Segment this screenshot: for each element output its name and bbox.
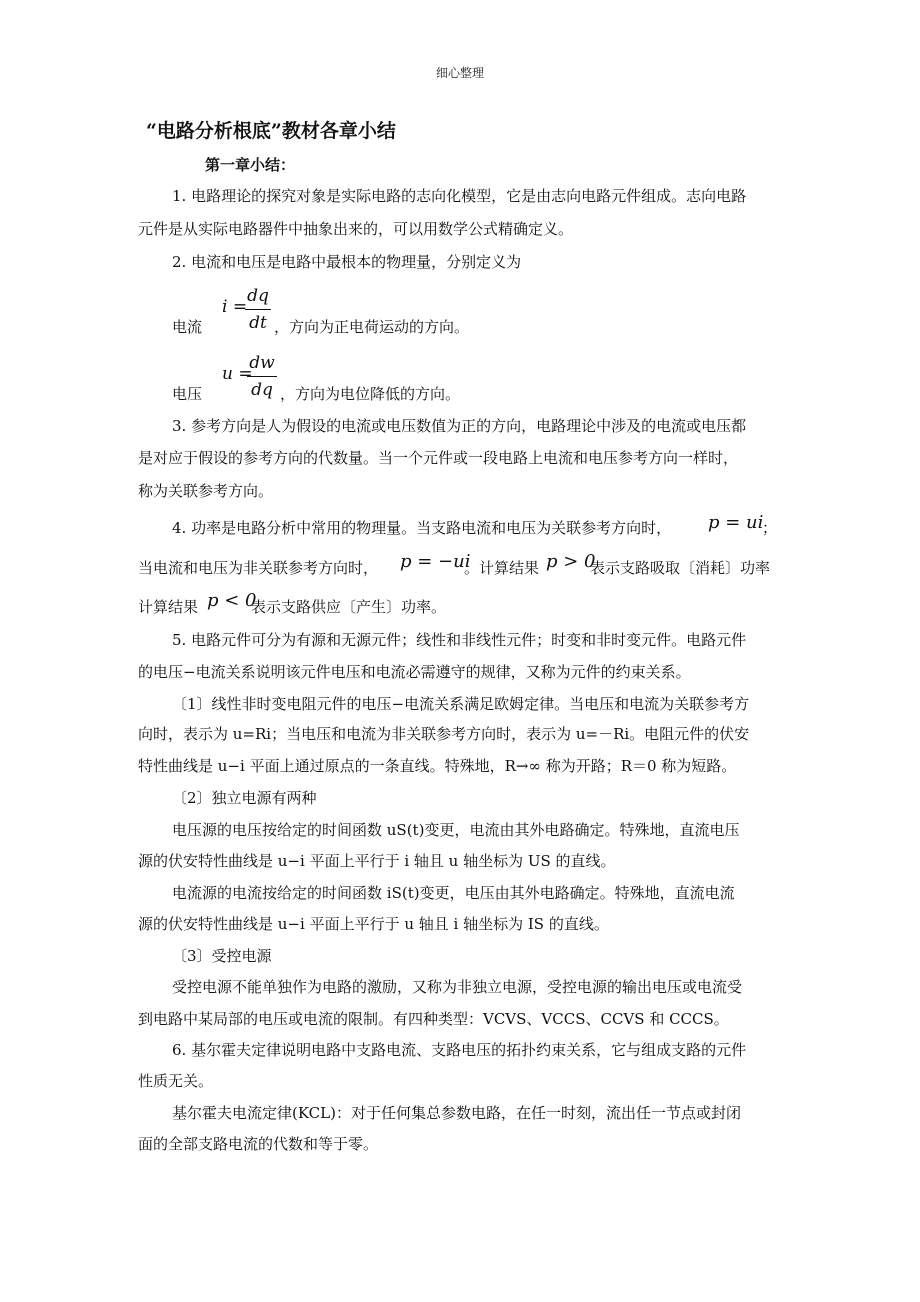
- paragraph-line: 〔1〕线性非时变电阻元件的电压−电流关系满足欧姆定律。当电压和电流为关联参考方: [172, 695, 750, 713]
- paragraph-line: 的电压−电流关系说明该元件电压和电流必需遵守的规律，又称为元件的约束关系。: [138, 663, 691, 681]
- current-fraction: [245, 285, 271, 334]
- formula-power-associated: p = ui: [708, 512, 764, 533]
- section-heading: 〔3〕受控电源: [172, 947, 272, 965]
- formula-p-positive: p > 0: [546, 551, 596, 572]
- paragraph-line: 1. 电路理论的探究对象是实际电路的志向化模型，它是由志向电路元件组成。志向电路: [172, 187, 747, 205]
- voltage-fraction: [247, 352, 277, 401]
- punctuation: ；: [762, 519, 778, 537]
- voltage-denominator: dq: [251, 380, 273, 400]
- paragraph-line: 元件是从实际电路器件中抽象出来的，可以用数学公式精确定义。: [138, 220, 574, 238]
- page-header: 细心整理: [435, 66, 484, 80]
- section-heading: 〔2〕独立电源有两种: [172, 789, 317, 807]
- paragraph-line: 向时，表示为 u=Ri；当电压和电流为非关联参考方向时，表示为 u=－Ri。电阻元件的伏安: [138, 725, 750, 743]
- paragraph-line: 3. 参考方向是人为假设的电流或电压数值为正的方向，电路理论中涉及的电流或电压都: [172, 417, 747, 435]
- current-denominator: dt: [249, 313, 267, 333]
- current-lhs: i =: [222, 297, 248, 317]
- current-numerator: dq: [247, 286, 269, 306]
- paragraph-line: 表示支路吸取〔消耗〕功率: [590, 559, 771, 577]
- paragraph-line: 计算结果: [138, 598, 199, 616]
- paragraph-line: 6. 基尔霍夫定律说明电路中支路电流、支路电压的拓扑约束关系，它与组成支路的元件: [172, 1041, 747, 1059]
- voltage-label: 电压: [172, 385, 203, 403]
- paragraph-line: 当电流和电压为非关联参考方向时，: [138, 559, 379, 577]
- paragraph-line: 受控电源不能单独作为电路的激励，又称为非独立电源，受控电源的输出电压或电流受: [172, 978, 743, 996]
- paragraph-line: 源的伏安特性曲线是 u−i 平面上平行于 i 轴且 u 轴坐标为 US 的直线。: [138, 852, 616, 870]
- paragraph-line: 5. 电路元件可分为有源和无源元件；线性和非线性元件；时变和非时变元件。电路元件: [172, 631, 747, 649]
- paragraph-line: 称为关联参考方向。: [138, 482, 274, 500]
- current-description: ，方向为正电荷运动的方向。: [274, 318, 470, 336]
- document-title: “电路分析根底”教材各章小结: [146, 120, 396, 142]
- paragraph-line: 特性曲线是 u−i 平面上通过原点的一条直线。特殊地，R→∞ 称为开路；R＝0 称为短路。: [138, 757, 737, 775]
- paragraph-line: 电流源的电流按给定的时间函数 iS(t)变更，电压由其外电路确定。特殊地，直流电流: [172, 884, 735, 902]
- formula-power-nonassociated: p = −ui: [400, 551, 471, 572]
- paragraph-line: 2. 电流和电压是电路中最根本的物理量，分别定义为: [172, 253, 522, 271]
- formula-p-negative: p < 0: [207, 590, 257, 611]
- paragraph-line: 性质无关。: [138, 1072, 214, 1090]
- paragraph-line: 源的伏安特性曲线是 u−i 平面上平行于 u 轴且 i 轴坐标为 IS 的直线。: [138, 915, 609, 933]
- paragraph-line: 基尔霍夫电流定律(KCL)：对于任何集总参数电路，在任一时刻，流出任一节点或封闭: [172, 1104, 741, 1122]
- paragraph-line: 。计算结果: [464, 559, 540, 577]
- voltage-numerator: dw: [249, 353, 275, 373]
- current-label: 电流: [172, 318, 203, 336]
- chapter-heading: 第一章小结：: [205, 156, 296, 174]
- voltage-lhs: u =: [222, 364, 253, 384]
- paragraph-line: 到电路中某局部的电压或电流的限制。有四种类型：VCVS、VCCS、CCVS 和 CCCS。: [138, 1010, 729, 1028]
- paragraph-line: 4. 功率是电路分析中常用的物理量。当支路电流和电压为关联参考方向时，: [172, 519, 672, 537]
- voltage-description: ，方向为电位降低的方向。: [280, 385, 461, 403]
- paragraph-line: 表示支路供应〔产生〕功率。: [251, 598, 447, 616]
- paragraph-line: 电压源的电压按给定的时间函数 uS(t)变更，电流由其外电路确定。特殊地，直流电压: [172, 821, 740, 839]
- paragraph-line: 是对应于假设的参考方向的代数量。当一个元件或一段电路上电流和电压参考方向一样时，: [138, 449, 739, 467]
- paragraph-line: 面的全部支路电流的代数和等于零。: [138, 1135, 379, 1153]
